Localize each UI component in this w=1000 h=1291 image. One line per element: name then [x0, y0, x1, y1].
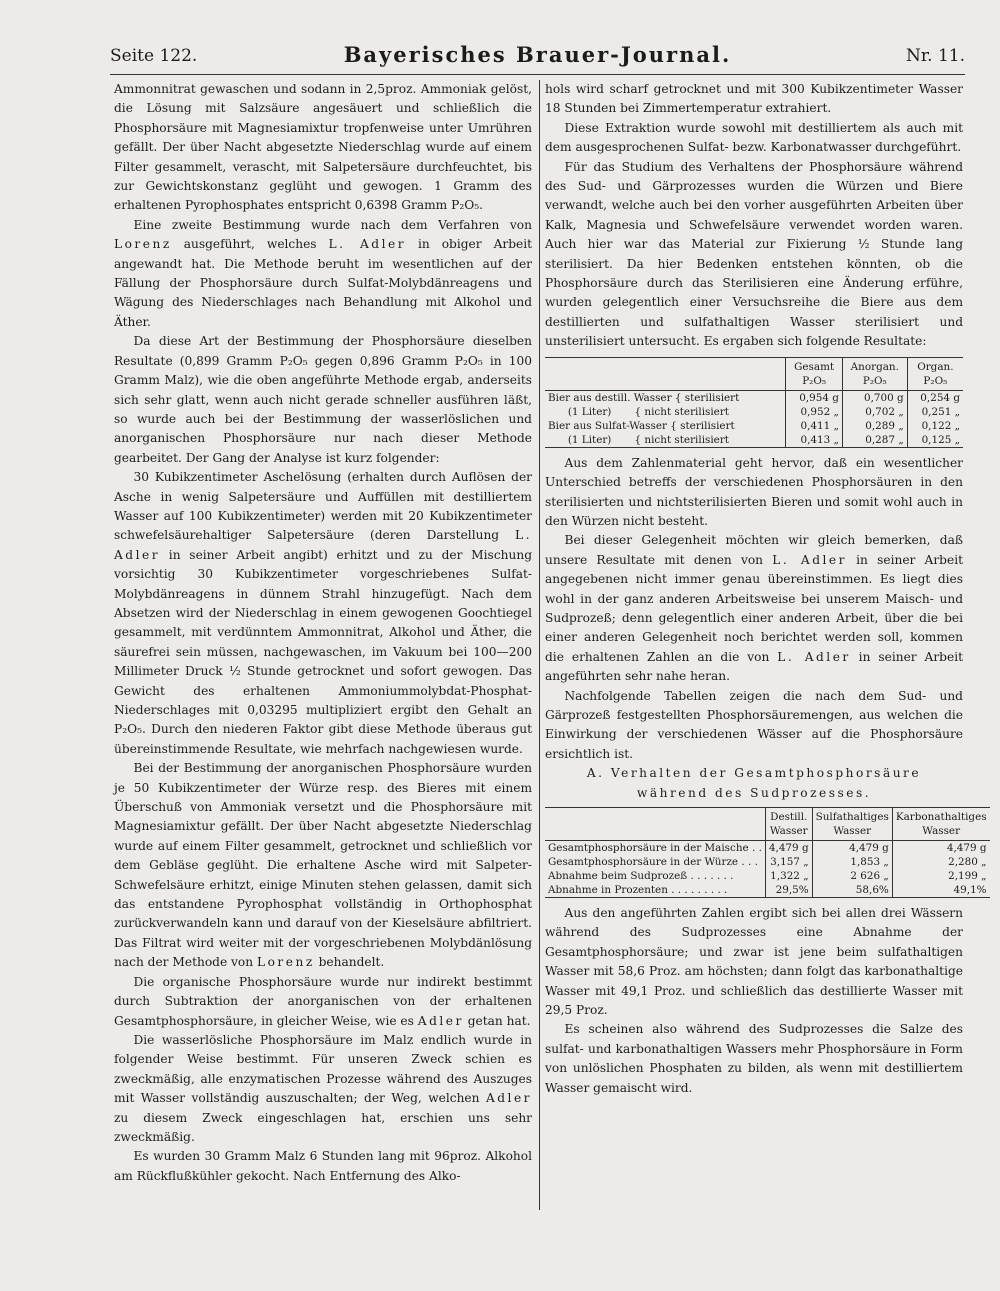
table-header: Gesamt P₂O₅ — [786, 357, 843, 390]
paragraph: Ammonnitrat gewaschen und sodann in 2,5proz. Ammoniak gelöst, die Lösung mit Salzsäure angesäuert und schließlich die Phosphorsäure mit Magnesiamixtur tropfenweise unter Umrühren gefällt. Der über Nacht abgesetzte Niederschlag wurde auf einem Filter gesammelt, verascht, mit Salpetersäure durchfeuchtet, bis zur Gewichtskonstanz geglüht und gewogen. 1 Gramm des erhaltenen Pyrophosphates entspricht 0,6398 Gramm P₂O₅. — [114, 82, 532, 213]
table-row: Abnahme beim Sudprozeß . . . . . . . 1,322 „ 2 626 „ 2,199 „ — [545, 869, 990, 883]
table-row: Bier aus destill. Wasser { sterilisiert 0,954 g 0,700 g 0,254 g — [545, 390, 963, 405]
paragraph: Bei dieser Gelegenheit möchten wir gleich bemerken, daß unsere Resultate mit denen von L. Adler in seiner Arbeit angegebenen nicht immer genau übereinstimmen. Es liegt dies wohl in der ganz anderen Arbeitsweise bei unserem Maisch- und Sudprozeß; denn gelegentlich einer anderen Arbeit, über die bei einer anderen Gelegenheit noch berichtet werden soll, kommen die erhaltenen Zahlen an die von L. Adler in seiner Arbeit angeführten sehr nahe heran. — [545, 533, 963, 684]
paragraph: Bei der Bestimmung der anorganischen Phosphorsäure wurden je 50 Kubikzentimeter der Würze resp. des Bieres mit einem Überschuß von Ammoniak versetzt und die Phosphorsäure mit Magnesiamixtur gefällt. Der über Nacht abgesetzte Niederschlag wurde auf einem Filter gesammelt, getrocknet und schließlich vor dem Gebläse geglüht. Die erhaltene Asche wird mit Salpeter-Schwefelsäure erhitzt, einige Minuten stehen gelassen, damit sich das entstandene Pyrophosphat vollständig in Orthophosphat zurückverwandeln kann und darauf von der Kieselsäure abfiltriert. Das Filtrat wird weiter mit der vorgeschriebenen Molybdänlösung nach der Methode von Lorenz behandelt. — [114, 761, 532, 970]
paragraph: Diese Extraktion wurde sowohl mit destilliertem als auch mit dem ausgesprochenen Sulfat- bezw. Karbonatwasser durchgeführt. — [545, 120, 963, 155]
table-header: Anorgan. P₂O₅ — [842, 357, 907, 390]
paragraph: Die organische Phosphorsäure wurde nur indirekt bestimmt durch Subtraktion der anorganischen von der erhaltenen Gesamtphosphorsäure, in gleicher Weise, wie es Adler getan hat. — [114, 974, 532, 1028]
table-header: Organ. P₂O₅ — [907, 357, 963, 390]
column-divider — [539, 80, 540, 1210]
sud-process-table — [545, 807, 990, 898]
paragraph: Es scheinen also während des Sudprozesses die Salze des sulfat- und karbonathaltigen Wassers mehr Phosphorsäure in Form von unlöslichen Phosphaten zu bilden, als wenn mit destilliertem Wasser gemaischt wird. — [545, 1022, 963, 1095]
paragraph: hols wird scharf getrocknet und mit 300 Kubikzentimeter Wasser 18 Stunden bei Zimmertemperatur extrahiert. — [545, 82, 963, 116]
paragraph: Eine zweite Bestimmung wurde nach dem Verfahren von Lorenz ausgeführt, welches L. Adler in obiger Arbeit angewandt hat. Die Methode beruht im wesentlichen auf der Fällung der Phosphorsäure durch Sulfat-Molybdänreagens und Wägung des Niederschlages nach Behandlung mit Alkohol und Äther. — [114, 217, 533, 329]
table-header: Sulfathaltiges Wasser — [812, 808, 892, 841]
left-column — [114, 80, 532, 1215]
journal-title: Bayerisches Brauer-Journal. — [343, 42, 732, 67]
header-rule — [110, 74, 965, 75]
paragraph: Die wasserlösliche Phosphorsäure im Malz endlich wurde in folgender Weise bestimmt. Für unseren Zweck schien es zweckmäßig, alle enzymatischen Prozesse während des Auszuges mit Wasser vollständig auszuschalten; der Weg, welchen Adler zu diesem Zweck eingeschlagen hat, erschien uns sehr zweckmäßig. — [114, 1032, 532, 1144]
paragraph: Da diese Art der Bestimmung der Phosphorsäure dieselben Resultate (0,899 Gramm P₂O₅ gegen 0,896 Gramm P₂O₅ in 100 Gramm Malz), wie die oben angeführte Methode ergab, anderseits sich sehr glatt, wenn auch nicht gerade schneller ausführen läßt, so wurde auch bei der Bestimmung der wasserlöslichen und anorganischen Phosphorsäure nur nach dieser Methode gearbeitet. Der Gang der Analyse ist kurz folgender: — [114, 334, 532, 465]
table-row: Bier aus Sulfat-Wasser { sterilisiert 0,411 „ 0,289 „ 0,122 „ — [545, 419, 963, 433]
paragraph: Für das Studium des Verhaltens der Phosphorsäure während des Sud- und Gärprozesses wurden die Würzen und Biere verwandt, welche auch bei den vorher ausgeführten Arbeiten über Kalk, Magnesia und Schwefelsäure verwendet worden waren. Auch hier war das Material zur Fixierung ½ Stunde lang sterilisiert. Da hier Bedenken entstehen könnten, ob die Phosphorsäure durch das Sterilisieren eine Änderung erführe, wurden gelegentlich einer Versuchsreihe die Biere aus dem destillierten und sulfathaltigen Wasser sterilisiert und unsterilisiert untersucht. Es ergaben sich folgende Resultate: — [545, 159, 963, 349]
page-header — [110, 40, 965, 72]
paragraph: Aus dem Zahlenmaterial geht hervor, daß ein wesentlicher Unterschied betreffs der verschiedenen Phosphorsäuren in den sterilisierten und nichtsterilisierten Bieren und somit wohl auch in den Würzen nicht besteht. — [545, 455, 963, 528]
paragraph: Es wurden 30 Gramm Malz 6 Stunden lang mit 96proz. Alkohol am Rückflußkühler gekocht. Nach Entfernung des Alko- — [114, 1149, 532, 1183]
right-column — [545, 80, 987, 1215]
table-row: Abnahme in Prozenten . . . . . . . . . 29,5% 58,6% 49,1% — [545, 883, 990, 898]
issue-number: Nr. 11. — [906, 46, 965, 66]
table-row: (1 Liter) { nicht sterilisiert 0,952 „ 0,702 „ 0,251 „ — [545, 405, 963, 419]
table-header: Karbonathaltiges Wasser — [892, 808, 989, 841]
paragraph: 30 Kubikzentimeter Aschelösung (erhalten durch Auflösen der Asche in wenig Salpetersäure und Auffüllen mit destilliertem Wasser auf 100 Kubikzentimeter) werden mit 20 Kubikzentimeter schwefelsäurehaltiger Salpetersäure (deren Darstellung L. Adler in seiner Arbeit angibt) erhitzt und zu der Mischung vorsichtig 30 Kubikzentimeter vorgeschriebenes Sulfat-Molybdänreagens in dünnem Strahl hinzugefügt. Nach dem Absetzen wird der Niederschlag in einem gewogenen Goochtiegel gesammelt, mit verdünntem Ammonnitrat, Alkohol und Äther, die säurefrei sein müssen, nachgewaschen, im Vakuum bei 100—200 Millimeter Druck ½ Stunde getrocknet und sofort gewogen. Das Gewicht des erhaltenen Ammoniummolybdat-Phosphat-Niederschlages mit 0,03295 multipliziert ergibt den Gehalt an P₂O₅. Durch den niederen Faktor gibt diese Methode überaus gut übereinstimmende Resultate, wie mehrfach nachgewiesen wurde. — [114, 470, 532, 756]
table-row: Gesamtphosphorsäure in der Maische . . 4,479 g 4,479 g 4,479 g — [545, 841, 990, 856]
section-heading: A. Verhalten der Gesamtphosphorsäure während des Sudprozesses. — [586, 766, 922, 800]
paragraph: Aus den angeführten Zahlen ergibt sich bei allen drei Wässern während des Sudprozesses eine Abnahme der Gesamtphosphorsäure; und zwar ist jene beim sulfathaltigen Wasser mit 58,6 Proz. am höchsten; dann folgt das karbonathaltige Wasser mit 49,1 Proz. und schließlich das destillierte Wasser mit 29,5 Proz. — [545, 906, 963, 1018]
table-row: Gesamtphosphorsäure in der Würze . . . 3,157 „ 1,853 „ 2,280 „ — [545, 855, 990, 869]
table-header: Destill. Wasser — [765, 808, 812, 841]
table-row: (1 Liter) { nicht sterilisiert 0,413 „ 0,287 „ 0,125 „ — [545, 433, 963, 448]
paragraph: Nachfolgende Tabellen zeigen die nach dem Sud- und Gärprozeß festgestellten Phosphorsäuremengen, aus welchen die Einwirkung der verschiedenen Wässer auf die Phosphorsäure ersichtlich ist. — [545, 688, 963, 761]
sterilization-table — [545, 357, 963, 448]
page-number: Seite 122. — [110, 46, 198, 66]
